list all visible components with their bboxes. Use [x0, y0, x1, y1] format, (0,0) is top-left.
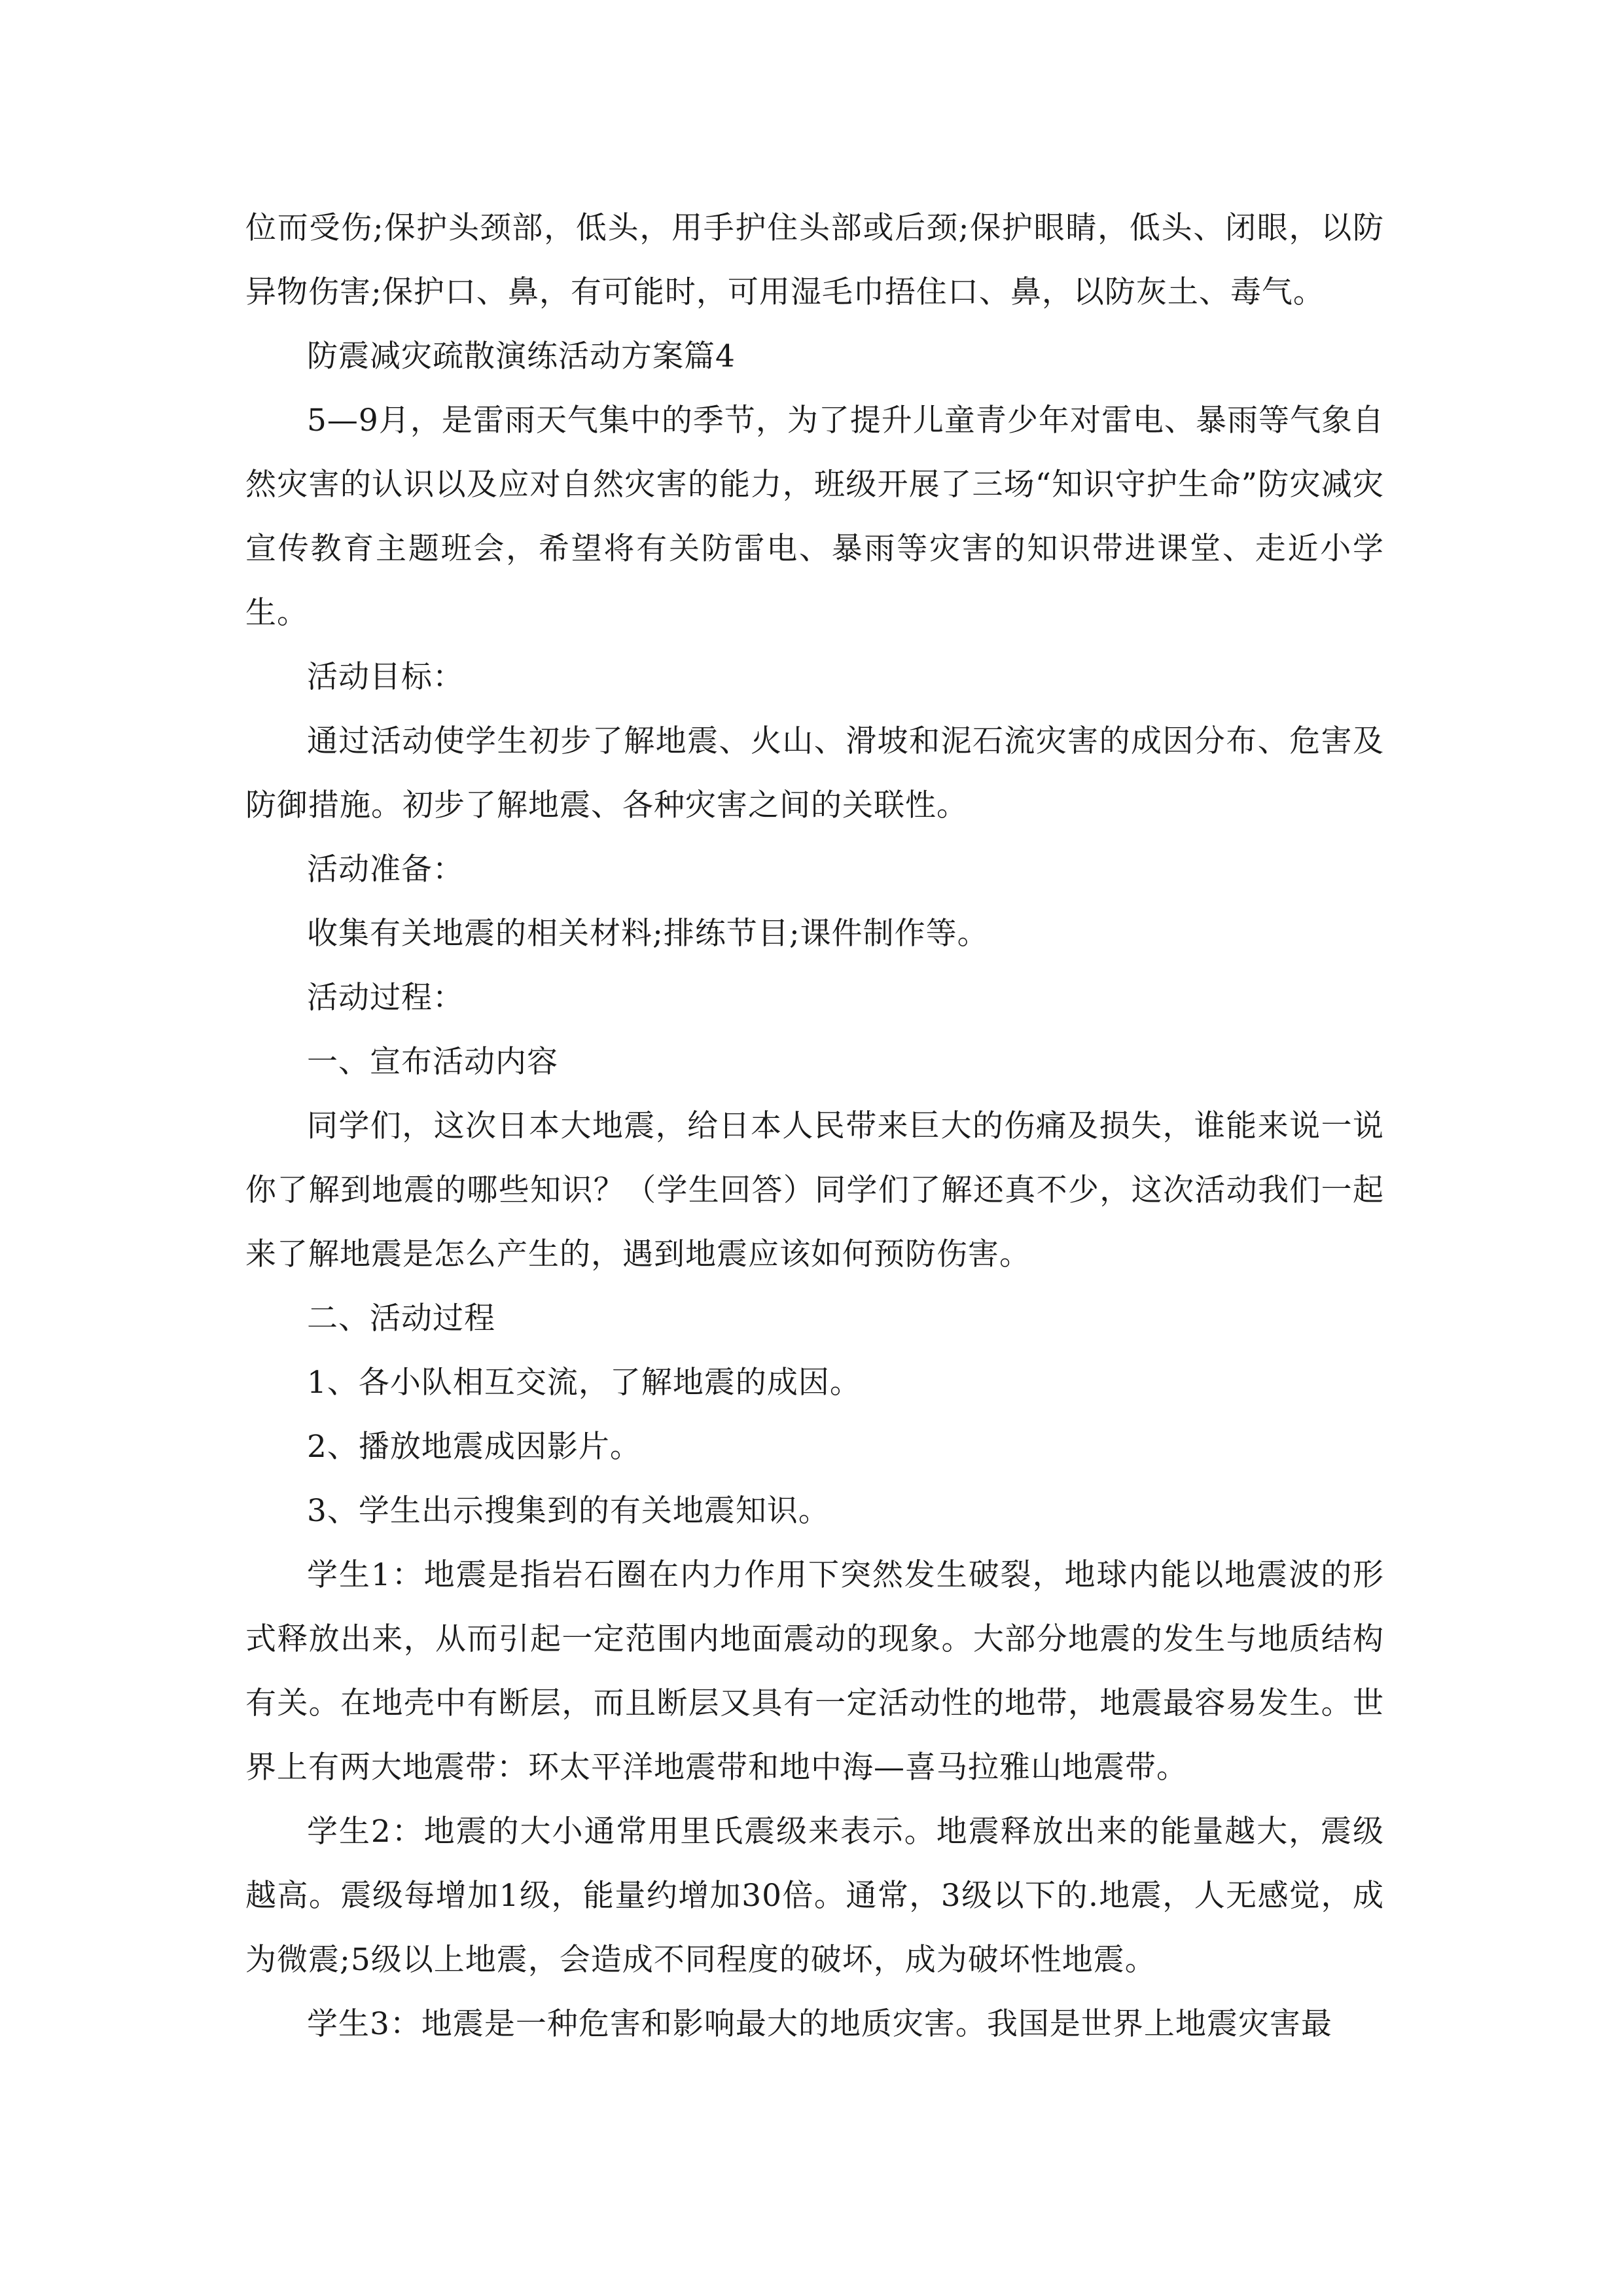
paragraph-student-3: 学生3：地震是一种危害和影响最大的地质灾害。我国是世界上地震灾害最 [307, 2006, 1332, 2042]
list-item: 1、各小队相互交流，了解地震的成因。 [307, 1365, 861, 1401]
paragraph-student-1: 学生1：地震是指岩石圈在内力作用下突然发生破裂，地球内能以地震波的形式释放出来，从而引起一定范围内地面震动的现象。大部分地震的发生与地质结构有关。在地壳中有断层，而且断层又具有一定活动性的地带，地震最容易发生。世界上有两大地震带：环太平洋地震带和地中海—喜马拉雅山地震带。 [245, 1557, 1384, 1785]
document-body [245, 196, 1384, 2056]
subheading-process: 活动过程： [307, 980, 464, 1016]
paragraph-continued: 位而受伤;保护头颈部，低头，用手护住头部或后颈;保护眼睛，低头、闭眼，以防异物伤害;保护口、鼻，有可能时，可用湿毛巾捂住口、鼻，以防灰土、毒气。 [245, 210, 1384, 310]
paragraph-student-2: 学生2：地震的大小通常用里氏震级来表示。地震释放出来的能量越大，震级越高。震级每增加1级，能量约增加30倍。通常，3级以下的.地震，人无感觉，成为微震;5级以上地震，会造成不同程度的破坏，成为破坏性地震。 [245, 1814, 1384, 1978]
list-item: 2、播放地震成因影片。 [307, 1429, 641, 1465]
paragraph-intro: 5—9月，是雷雨天气集中的季节，为了提升儿童青少年对雷电、暴雨等气象自然灾害的认识以及应对自然灾害的能力，班级开展了三场“知识守护生命”防灾减灾宣传教育主题班会，希望将有关防雷电、暴雨等灾害的知识带进课堂、走近小学生。 [245, 403, 1384, 631]
subheading-step-one: 一、宣布活动内容 [307, 1044, 558, 1080]
list-item: 3、学生出示搜集到的有关地震知识。 [307, 1493, 830, 1529]
paragraph-step-one: 同学们，这次日本大地震，给日本人民带来巨大的伤痛及损失，谁能来说一说你了解到地震的哪些知识？（学生回答）同学们了解还真不少，这次活动我们一起来了解地震是怎么产生的，遇到地震应该如何预防伤害。 [245, 1108, 1384, 1272]
paragraph-goal: 通过活动使学生初步了解地震、火山、滑坡和泥石流灾害的成因分布、危害及防御措施。初步了解地震、各种灾害之间的关联性。 [245, 723, 1384, 823]
subheading-preparation: 活动准备： [307, 852, 464, 888]
subheading-goal: 活动目标： [307, 659, 464, 695]
section-heading: 防震减灾疏散演练活动方案篇4 [307, 338, 736, 374]
paragraph-preparation: 收集有关地震的相关材料;排练节目;课件制作等。 [307, 916, 989, 952]
subheading-step-two: 二、活动过程 [307, 1300, 495, 1336]
